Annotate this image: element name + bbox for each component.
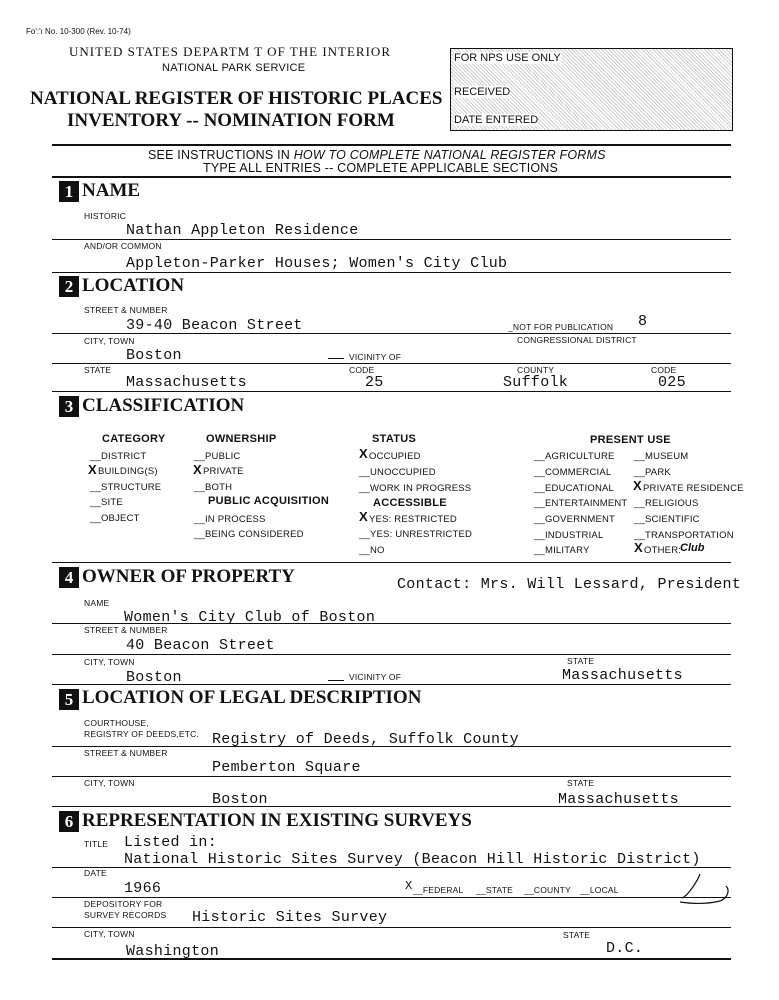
section-5-number: 5 xyxy=(59,689,79,710)
ownership-heading: OWNERSHIP xyxy=(206,433,277,445)
ownership-private: PRIVATE xyxy=(203,466,244,477)
registry-street: Pemberton Square xyxy=(212,759,361,776)
owner-state: Massachusetts xyxy=(562,667,683,684)
congressional-district-label: CONGRESSIONAL DISTRICT xyxy=(517,335,637,345)
survey-date-label: DATE xyxy=(84,868,107,878)
acquisition-being-considered: __BEING CONSIDERED xyxy=(194,529,304,540)
form-title-line2: INVENTORY -- NOMINATION FORM xyxy=(67,110,395,131)
section-6-title: REPRESENTATION IN EXISTING SURVEYS xyxy=(82,810,472,831)
category-heading: CATEGORY xyxy=(102,433,166,445)
common-name: Appleton-Parker Houses; Women's City Club xyxy=(126,255,508,272)
nps-received-label: RECEIVED xyxy=(454,86,511,98)
section-5-rule-3 xyxy=(52,806,731,807)
public-acquisition-heading: PUBLIC ACQUISITION xyxy=(208,495,330,507)
state-label: STATE xyxy=(84,365,112,375)
use-transportation: __TRANSPORTATION xyxy=(634,530,734,541)
section-2-rule-3 xyxy=(52,391,731,392)
section-4-number: 4 xyxy=(59,567,79,588)
category-building: BUILDING(S) xyxy=(98,466,158,477)
section-6-rule-3 xyxy=(52,927,731,928)
registry-city-label: CITY, TOWN xyxy=(84,778,135,788)
owner-name-label: NAME xyxy=(84,598,110,608)
owner-name: Women's City Club of Boston xyxy=(124,609,376,626)
depository-state-label: STATE xyxy=(563,930,591,940)
survey-title-label: TITLE xyxy=(84,839,109,849)
status-heading: STATUS xyxy=(372,433,417,445)
section-6-rule-2 xyxy=(52,897,731,898)
registry-state: Massachusetts xyxy=(558,791,679,808)
registry-label: REGISTRY OF DEEDS,ETC. xyxy=(84,729,200,739)
instructions-bottom-rule xyxy=(52,176,731,178)
use-agriculture: __AGRICULTURE xyxy=(534,451,615,462)
section-3-rule xyxy=(52,562,731,563)
depository-label-2: SURVEY RECORDS xyxy=(84,910,167,920)
survey-title-line1: Listed in: xyxy=(124,834,218,851)
ownership-public: __PUBLIC xyxy=(194,451,241,462)
owner-city: Boston xyxy=(126,669,182,686)
status-work-in-progress: __WORK IN PROGRESS xyxy=(359,483,472,494)
depository-value: Historic Sites Survey xyxy=(192,909,388,926)
use-industrial: __INDUSTRIAL xyxy=(534,530,604,541)
department-heading: UNITED STATES DEPARTM T OF THE INTERIOR xyxy=(69,44,391,59)
state-value: Massachusetts xyxy=(126,374,247,391)
section-2-rule-2 xyxy=(52,363,731,364)
section-4-rule-2 xyxy=(52,654,731,655)
instructions-line2: TYPE ALL ENTRIES -- COMPLETE APPLICABLE SECTIONS xyxy=(203,161,559,175)
use-park: __PARK xyxy=(634,467,671,478)
section-3-number: 3 xyxy=(59,396,79,417)
use-religious: __RELIGIOUS xyxy=(634,498,699,509)
status-occupied-check: X xyxy=(359,446,368,461)
section-2-title: LOCATION xyxy=(82,275,185,296)
code-label: CODE xyxy=(349,365,375,375)
form-title-line1: NATIONAL REGISTER OF HISTORIC PLACES xyxy=(30,88,443,109)
accessible-no: __NO xyxy=(359,545,385,556)
accessible-unrestricted: __YES: UNRESTRICTED xyxy=(359,529,473,540)
use-entertainment: __ENTERTAINMENT xyxy=(534,498,628,509)
survey-federal: __FEDERAL xyxy=(413,885,464,895)
section-4-title: OWNER OF PROPERTY xyxy=(82,566,295,587)
county-value: Suffolk xyxy=(503,374,569,391)
section-5-rule-1 xyxy=(52,746,731,747)
owner-street-label: STREET & NUMBER xyxy=(84,625,168,635)
survey-federal-check: X xyxy=(405,879,413,893)
state-code: 25 xyxy=(365,374,384,391)
category-object: __OBJECT xyxy=(90,513,140,524)
use-private-residence-check: X xyxy=(633,478,642,493)
registry-city: Boston xyxy=(212,791,268,808)
owner-street: 40 Beacon Street xyxy=(126,637,275,654)
handwritten-mark-icon xyxy=(668,868,738,908)
section-1-number: 1 xyxy=(59,181,79,202)
section-4-rule-3 xyxy=(52,684,731,685)
survey-title-line2: National Historic Sites Survey (Beacon Hill Historic District) xyxy=(124,851,701,868)
survey-date: 1966 xyxy=(124,880,162,897)
section-4-rule-1 xyxy=(52,623,731,624)
ownership-both: __BOTH xyxy=(194,482,233,493)
nps-date-entered-label: DATE ENTERED xyxy=(454,114,539,126)
section-1-title: NAME xyxy=(82,180,141,201)
use-museum: __MUSEUM xyxy=(634,451,689,462)
section-6-rule-4 xyxy=(52,958,731,960)
ownership-private-check: X xyxy=(193,462,202,477)
owner-vicinity-label: VICINITY OF xyxy=(349,672,402,682)
vicinity-blank xyxy=(328,358,344,359)
not-for-publication: _NOT FOR PUBLICATION xyxy=(508,322,614,332)
use-other-value: Club xyxy=(680,542,705,554)
owner-city-label: CITY, TOWN xyxy=(84,657,135,667)
section-6-number: 6 xyxy=(59,811,79,832)
acquisition-in-process: __IN PROCESS xyxy=(194,514,266,525)
nps-use-box xyxy=(450,48,733,131)
depository-state: D.C. xyxy=(606,940,644,957)
street-number-label: STREET & NUMBER xyxy=(84,305,168,315)
city-label: CITY, TOWN xyxy=(84,336,135,346)
registry-value: Registry of Deeds, Suffolk County xyxy=(212,731,519,748)
accessible-heading: ACCESSIBLE xyxy=(373,497,447,509)
form-number: Fo':'ı No. 10-300 (Rev. 10-74) xyxy=(26,27,131,36)
use-commercial: __COMMERCIAL xyxy=(534,467,612,478)
section-2-rule-1 xyxy=(52,333,731,334)
historic-name: Nathan Appleton Residence xyxy=(126,222,359,239)
common-name-label: AND/OR COMMON xyxy=(84,241,162,251)
county-code: 025 xyxy=(658,374,686,391)
category-structure: __STRUCTURE xyxy=(90,482,162,493)
historic-label: HISTORIC xyxy=(84,211,127,221)
owner-contact: Contact: Mrs. Will Lessard, President xyxy=(397,576,742,593)
owner-state-label: STATE xyxy=(567,656,595,666)
accessible-restricted-check: X xyxy=(359,509,368,524)
use-educational: __EDUCATIONAL xyxy=(534,483,615,494)
present-use-heading: PRESENT USE xyxy=(590,434,671,446)
service-heading: NATIONAL PARK SERVICE xyxy=(162,62,306,74)
depository-city: Washington xyxy=(126,943,220,960)
instructions-top-rule xyxy=(52,144,731,146)
registry-street-label: STREET & NUMBER xyxy=(84,748,168,758)
category-district: __DISTRICT xyxy=(90,451,147,462)
section-5-rule-2 xyxy=(52,776,731,777)
survey-state: __STATE xyxy=(476,885,513,895)
category-site: __SITE xyxy=(90,497,123,508)
congressional-district: 8 xyxy=(638,313,648,330)
use-government: __GOVERNMENT xyxy=(534,514,616,525)
use-other: OTHER: xyxy=(644,545,682,556)
courthouse-label: COURTHOUSE, xyxy=(84,718,149,728)
category-building-check: X xyxy=(88,462,97,477)
registry-state-label: STATE xyxy=(567,778,595,788)
section-3-title: CLASSIFICATION xyxy=(82,395,245,416)
section-6-rule-1 xyxy=(52,867,731,868)
section-1-rule-1 xyxy=(52,239,731,240)
use-private-residence: PRIVATE RESIDENCE xyxy=(643,483,744,494)
county-label: COUNTY xyxy=(517,365,555,375)
owner-vicinity-blank xyxy=(328,680,344,681)
status-unoccupied: __UNOCCUPIED xyxy=(359,467,436,478)
section-2-number: 2 xyxy=(59,276,79,297)
depository-label-1: DEPOSITORY FOR xyxy=(84,899,163,909)
section-5-title: LOCATION OF LEGAL DESCRIPTION xyxy=(82,687,422,708)
status-occupied: OCCUPIED xyxy=(369,451,421,462)
use-scientific: __SCIENTIFIC xyxy=(634,514,700,525)
instructions-line1: SEE INSTRUCTIONS IN HOW TO COMPLETE NATIONAL REGISTER FORMS xyxy=(148,148,606,162)
city-value: Boston xyxy=(126,347,182,364)
accessible-restricted: YES: RESTRICTED xyxy=(369,514,457,525)
use-military: __MILITARY xyxy=(534,545,590,556)
use-other-check: X xyxy=(634,540,643,555)
survey-local: __LOCAL xyxy=(580,885,619,895)
street-address: 39-40 Beacon Street xyxy=(126,317,303,334)
survey-county: __COUNTY xyxy=(524,885,571,895)
county-code-label: CODE xyxy=(651,365,677,375)
section-1-rule-2 xyxy=(52,272,731,273)
vicinity-label: VICINITY OF xyxy=(349,352,402,362)
nps-use-label: FOR NPS USE ONLY xyxy=(454,52,561,64)
depository-city-label: CITY, TOWN xyxy=(84,929,135,939)
